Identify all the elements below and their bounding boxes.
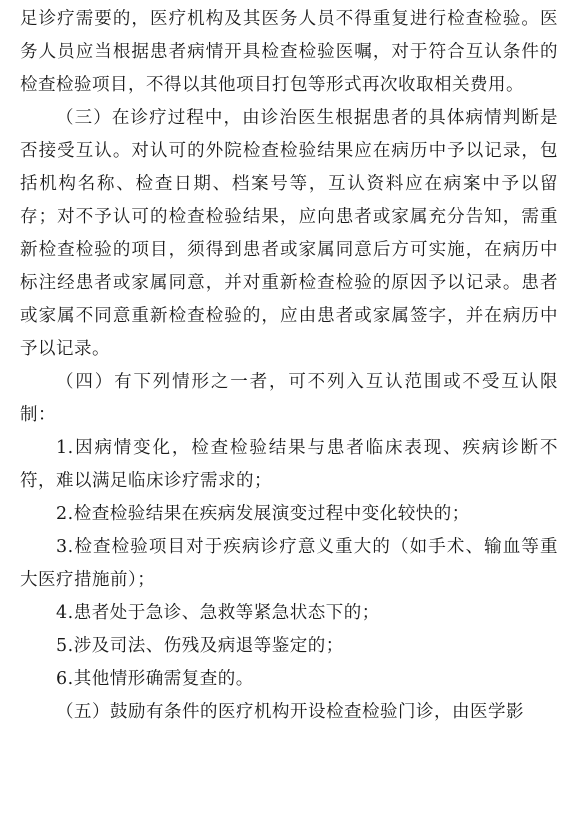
paragraph-continuation: 足诊疗需要的，医疗机构及其医务人员不得重复进行检查检验。医务人员应当根据患者病情开具检查检验医嘱，对于符合互认条件的检查检验项目，不得以其他项目打包等形式再次收取相关费用。	[20, 9, 558, 95]
paragraph-section-4: （四）有下列情形之一者，可不列入互认范围或不受互认限制：	[20, 372, 558, 425]
list-item-1: 1.因病情变化，检查检验结果与患者临床表现、疾病诊断不符，难以满足临床诊疗需求的；	[20, 438, 558, 491]
paragraph-section-5: （五）鼓励有条件的医疗机构开设检查检验门诊，由医学影	[56, 702, 524, 722]
paragraph-section-3: （三）在诊疗过程中，由诊治医生根据患者的具体病情判断是否接受互认。对认可的外院检查检验结果应在病历中予以记录，包括机构名称、检查日期、档案号等，互认资料应在病案中予以留存；对不予认可的检查检验结果，应向患者或家属充分告知，需重新检查检验的项目，须得到患者或家属同意后方可实施，在病历中标注经患者或家属同意，并对重新检查检验的原因予以记录。患者或家属不同意重新检查检验的，应由患者或家属签字，并在病历中予以记录。	[20, 108, 558, 359]
list-item-5: 5.涉及司法、伤残及病退等鉴定的；	[56, 636, 344, 656]
document-body	[20, 3, 558, 729]
list-item-2: 2.检查检验结果在疾病发展演变过程中变化较快的；	[56, 504, 470, 524]
list-item-6: 6.其他情形确需复查的。	[56, 669, 254, 689]
list-item-3: 3.检查检验项目对于疾病诊疗意义重大的（如手术、输血等重大医疗措施前）；	[20, 537, 558, 590]
list-item-4: 4.患者处于急诊、急救等紧急状态下的；	[56, 603, 380, 623]
